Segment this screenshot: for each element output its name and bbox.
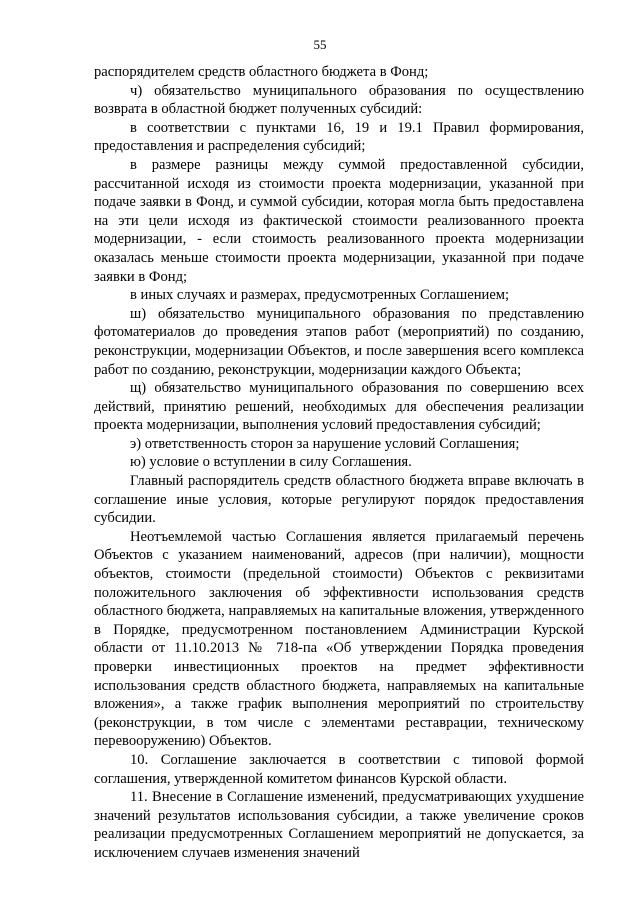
page-number: 55	[313, 37, 327, 52]
paragraph: э) ответственность сторон за нарушение условий Соглашения;	[130, 435, 520, 452]
paragraph: в размере разницы между суммой предоставленной субсидии, рассчитанной исходя из стоимости проекта модернизации, указанной при подаче заявки в Фонд, и суммой субсидии, которая могла быть предоставлена на эти цели исходя из фактической стоимости реализованного проекта модернизации, - если стоимость реализованного проекта модернизации оказалась меньше стоимости проекта модернизации, указанной при подаче заявки в Фонд;	[94, 156, 584, 285]
paragraph: Неотъемлемой частью Соглашения является прилагаемый перечень Объектов с указанием наименований, адресов (при наличии), мощности объектов, стоимости (предельной стоимости) Объектов с реквизитами положительного заключения об эффективности использования средств областного бюджета, направляемых на капитальные вложения, утвержденного в Порядке, предусмотренном постановлением Администрации Курской области от 11.10.2013 № 718-па «Об утверждении Порядка проведения проверки инвестиционных проектов на предмет эффективности использования средств областного бюджета, направляемых на капитальные вложения», а также график выполнения мероприятий по строительству (реконструкции, в том числе с элементами реставрации, техническому перевооружению) Объектов.	[94, 528, 584, 750]
paragraph: 10. Соглашение заключается в соответствии с типовой формой соглашения, утвержденной комитетом финансов Курской области.	[94, 751, 584, 787]
paragraph: ю) условие о вступлении в силу Соглашения.	[130, 454, 412, 471]
paragraph: ч) обязательство муниципального образования по осуществлению возврата в областной бюджет полученных субсидий:	[94, 82, 584, 118]
paragraph: 11. Внесение в Соглашение изменений, предусматривающих ухудшение значений результатов использования субсидии, а также увеличение сроков реализации предусмотренных Соглашением мероприятий не допускается, за исключением случаев изменения значений	[94, 789, 584, 861]
paragraph: ш) обязательство муниципального образования по представлению фотоматериалов до проведения этапов работ (мероприятий) по созданию, реконструкции, модернизации Объектов, и после завершения всего комплекса работ по созданию, реконструкции, модернизации каждого Объекта;	[94, 305, 584, 378]
paragraph: Главный распорядитель средств областного бюджета вправе включать в соглашение иные условия, которые регулируют порядок предоставления субсидии.	[94, 473, 584, 527]
paragraph: распорядителем средств областного бюджета в Фонд;	[94, 64, 429, 80]
paragraph: в иных случаях и размерах, предусмотренных Соглашением;	[130, 287, 510, 304]
document-body	[94, 63, 584, 863]
paragraph: в соответствии с пунктами 16, 19 и 19.1 Правил формирования, предоставления и распределения субсидий;	[94, 119, 584, 155]
paragraph: щ) обязательство муниципального образования по совершению всех действий, принятию решений, необходимых для обеспечения реализации проекта модернизации, выполнения условий предоставления субсидий;	[94, 380, 584, 434]
